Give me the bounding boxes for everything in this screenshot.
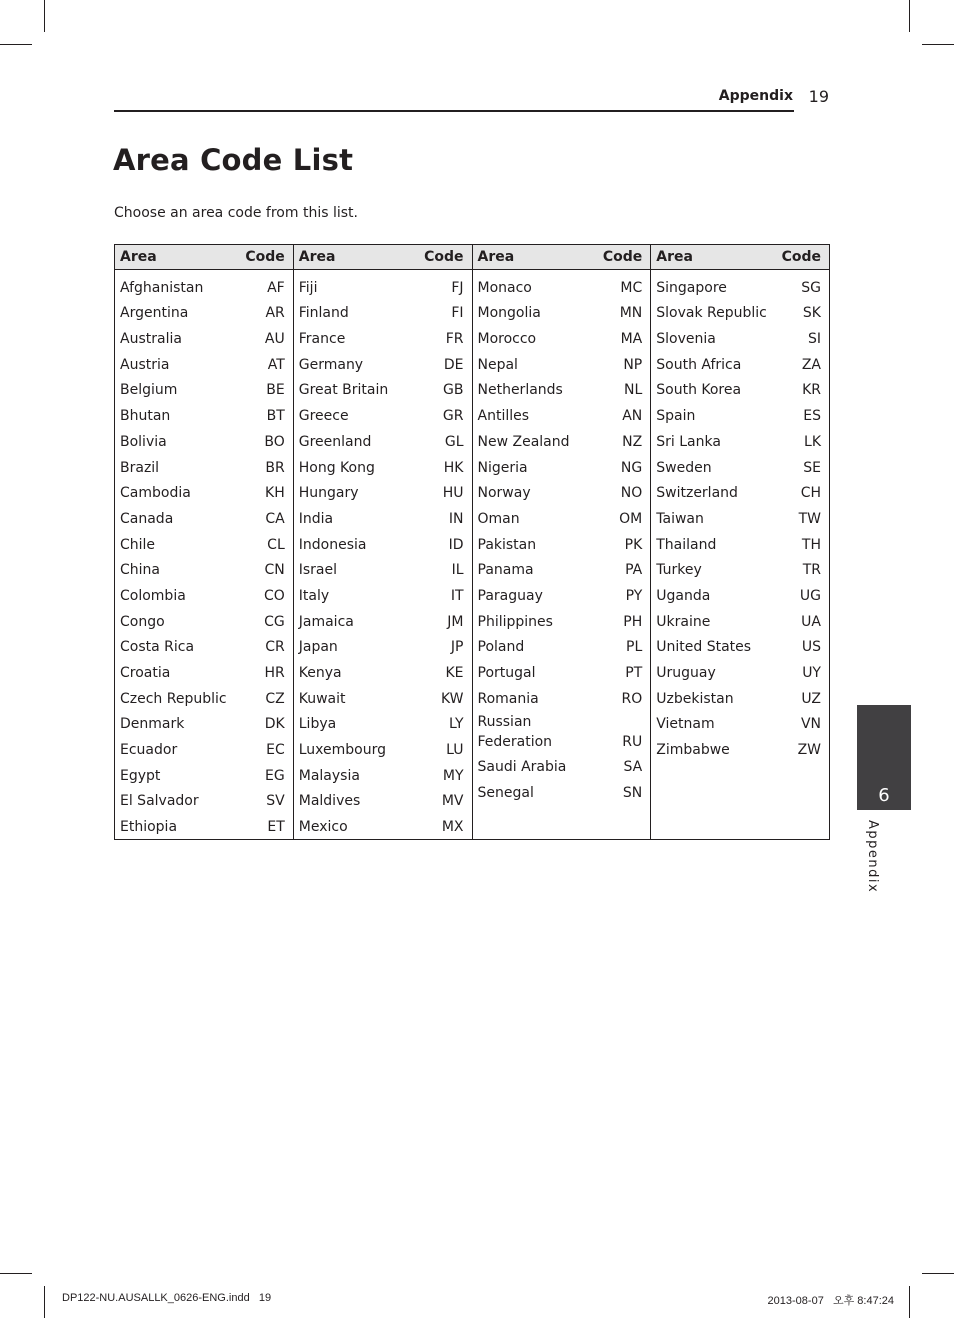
area-code: ZW — [797, 742, 821, 759]
table-row — [115, 272, 293, 298]
area-code: CL — [267, 536, 285, 553]
table-row — [115, 811, 293, 837]
area-code: MN — [619, 305, 643, 322]
column-header — [651, 245, 829, 270]
table-column — [472, 245, 651, 839]
table-row — [294, 375, 472, 401]
table-row — [294, 298, 472, 324]
crop-mark — [44, 0, 45, 32]
page-number: 19 — [808, 87, 829, 106]
area-name: Ukraine — [656, 613, 711, 630]
area-name: Romania — [477, 690, 539, 707]
area-code: SN — [622, 785, 643, 802]
table-row — [294, 734, 472, 760]
table-row — [651, 734, 829, 760]
area-name: Austria — [120, 356, 170, 373]
table-row — [473, 323, 651, 349]
area-name: South Africa — [656, 356, 742, 373]
table-row — [294, 426, 472, 452]
area-name: Italy — [298, 587, 330, 604]
area-code: JP — [450, 639, 464, 656]
slug-file-info: DP122-NU.AUSALLK_0626-ENG.indd 19 — [62, 1292, 272, 1304]
header-code: Code — [245, 249, 285, 265]
area-code: BT — [266, 408, 285, 425]
table-row — [473, 632, 651, 658]
area-code: CN — [264, 562, 285, 579]
table-row — [115, 657, 293, 683]
area-code: US — [801, 639, 821, 656]
area-code: JM — [447, 613, 464, 630]
table-row — [294, 478, 472, 504]
area-name: Russian Federation — [477, 713, 553, 750]
area-name: Costa Rica — [120, 639, 195, 656]
table-column — [115, 245, 293, 839]
area-name: Fiji — [298, 279, 318, 296]
area-name: Turkey — [656, 562, 702, 579]
table-row — [115, 760, 293, 786]
table-row — [473, 452, 651, 478]
area-code: EG — [265, 767, 285, 784]
table-row — [473, 555, 651, 581]
table-row — [651, 426, 829, 452]
area-name: Morocco — [477, 331, 537, 348]
area-name: Vietnam — [656, 716, 715, 733]
crop-mark — [0, 1273, 32, 1274]
area-code: SA — [623, 759, 643, 776]
table-row — [115, 734, 293, 760]
area-name: Slovak Republic — [656, 305, 767, 322]
area-code: AF — [267, 279, 285, 296]
area-name: Egypt — [120, 767, 161, 784]
area-name: Singapore — [656, 279, 727, 296]
table-row — [294, 503, 472, 529]
crop-mark — [922, 44, 954, 45]
area-code: OM — [619, 510, 643, 527]
table-row — [473, 400, 651, 426]
area-name: Bhutan — [120, 408, 171, 425]
header-rule — [114, 110, 794, 112]
area-name: Kenya — [298, 665, 342, 681]
area-code: FI — [451, 305, 464, 322]
area-name: Thailand — [656, 536, 717, 553]
area-name: Malaysia — [298, 767, 360, 784]
area-code: TR — [802, 562, 821, 579]
table-row — [115, 503, 293, 529]
area-code: FR — [445, 331, 464, 348]
area-code: LU — [446, 742, 464, 759]
area-code: MC — [620, 279, 643, 296]
area-code: CZ — [265, 690, 285, 707]
table-row — [115, 709, 293, 735]
area-name: India — [298, 510, 334, 527]
table-row — [115, 606, 293, 632]
table-row — [473, 529, 651, 555]
area-code: ZA — [801, 356, 821, 373]
intro-text: Choose an area code from this list. — [114, 205, 358, 221]
area-code: DE — [443, 356, 464, 373]
area-code: BO — [264, 433, 285, 450]
table-row — [651, 709, 829, 735]
area-code: NP — [623, 356, 643, 373]
table-row — [473, 426, 651, 452]
table-row — [651, 272, 829, 298]
table-row — [115, 529, 293, 555]
area-code: HK — [443, 459, 464, 476]
area-name: China — [120, 562, 160, 579]
area-code: NL — [623, 382, 643, 399]
area-code: BR — [265, 459, 285, 476]
crop-mark — [909, 1286, 910, 1318]
table-row — [294, 709, 472, 735]
table-row — [294, 657, 472, 683]
table-row — [473, 375, 651, 401]
area-name: Croatia — [120, 665, 171, 681]
slug-datetime: 2013-08-07 오후 8:47:24 — [767, 1295, 894, 1307]
header-area: Area — [298, 249, 336, 265]
area-name: Finland — [298, 305, 349, 322]
chapter-label-text: Appendix — [865, 820, 880, 894]
crop-mark — [909, 0, 910, 32]
area-code: PH — [623, 613, 643, 630]
area-code: NZ — [622, 433, 643, 450]
area-name: Norway — [477, 485, 531, 502]
header-code: Code — [602, 249, 643, 265]
table-row — [651, 606, 829, 632]
area-name: Panama — [477, 562, 534, 579]
area-code: TH — [801, 536, 821, 553]
area-name: Belgium — [120, 382, 178, 399]
area-code: ET — [267, 819, 285, 836]
crop-mark — [44, 1286, 45, 1318]
area-code: RO — [621, 690, 643, 707]
table-row — [115, 786, 293, 812]
table-row — [115, 683, 293, 709]
area-code: IT — [450, 587, 464, 604]
table-row — [115, 323, 293, 349]
area-code: PL — [626, 639, 643, 656]
table-row — [651, 452, 829, 478]
table-row — [115, 555, 293, 581]
area-code: NG — [620, 459, 643, 476]
area-code: SG — [801, 279, 821, 296]
area-code: UA — [801, 613, 821, 630]
table-row — [473, 752, 651, 778]
area-code: TW — [798, 510, 821, 527]
area-name: Denmark — [120, 716, 185, 733]
header-area: Area — [477, 249, 515, 265]
area-name: Saudi Arabia — [477, 759, 567, 776]
area-name: Uganda — [656, 587, 711, 604]
table-row — [473, 478, 651, 504]
area-name: Ethiopia — [120, 819, 178, 836]
area-name: Uruguay — [656, 665, 716, 681]
chapter-tab-label — [865, 820, 885, 910]
area-name: Netherlands — [477, 382, 563, 399]
area-code: AT — [267, 356, 285, 373]
table-row — [651, 683, 829, 709]
table-row — [651, 298, 829, 324]
table-row — [294, 555, 472, 581]
area-code: AN — [622, 408, 643, 425]
area-name: Israel — [298, 562, 338, 579]
area-name: Sri Lanka — [656, 433, 721, 450]
area-name: South Korea — [656, 382, 742, 399]
area-name: Monaco — [477, 279, 532, 296]
area-name: Czech Republic — [120, 690, 227, 707]
area-code: UZ — [801, 690, 821, 707]
header-code: Code — [424, 249, 464, 265]
crop-mark — [922, 1273, 954, 1274]
table-row — [294, 272, 472, 298]
area-code: GR — [442, 408, 464, 425]
area-code: KR — [802, 382, 821, 399]
area-code: NO — [620, 485, 643, 502]
area-name: United States — [656, 639, 752, 656]
area-code: GL — [444, 433, 464, 450]
area-name: Maldives — [298, 793, 361, 810]
table-row — [473, 777, 651, 803]
area-name: Argentina — [120, 305, 189, 322]
table-row — [115, 298, 293, 324]
area-code: CH — [800, 485, 821, 502]
table-row — [294, 323, 472, 349]
table-row — [651, 529, 829, 555]
area-code: CR — [265, 639, 285, 656]
table-row — [294, 632, 472, 658]
column-header — [294, 245, 472, 270]
table-row — [294, 452, 472, 478]
running-head — [114, 87, 829, 107]
table-row — [294, 349, 472, 375]
area-name: Portugal — [477, 665, 536, 681]
area-code: PT — [625, 665, 643, 681]
area-name: Taiwan — [656, 510, 704, 527]
area-name: Cambodia — [120, 485, 191, 502]
area-name: Mexico — [298, 819, 348, 836]
table-row — [115, 632, 293, 658]
area-name: Brazil — [120, 459, 160, 476]
header-area: Area — [656, 249, 693, 265]
table-row — [115, 349, 293, 375]
area-code: MV — [441, 793, 464, 810]
area-name: Great Britain — [298, 382, 389, 399]
table-row — [115, 375, 293, 401]
table-row — [294, 580, 472, 606]
area-name: Jamaica — [298, 613, 354, 630]
table-row — [473, 580, 651, 606]
area-name: France — [298, 331, 346, 348]
area-name: Hong Kong — [298, 459, 375, 476]
table-row — [473, 349, 651, 375]
area-name: Nepal — [477, 356, 518, 373]
running-head-section: Appendix — [718, 88, 793, 104]
table-row — [473, 683, 651, 709]
crop-mark — [0, 44, 32, 45]
area-name: Japan — [298, 639, 338, 656]
table-row — [294, 811, 472, 837]
table-row — [294, 786, 472, 812]
table-row — [651, 632, 829, 658]
area-name: Zimbabwe — [656, 742, 730, 759]
table-row — [651, 349, 829, 375]
table-row — [294, 606, 472, 632]
area-code: CO — [263, 587, 285, 604]
area-name: Libya — [298, 716, 337, 733]
table-row — [651, 503, 829, 529]
area-name: Luxembourg — [298, 742, 387, 759]
table-row — [115, 426, 293, 452]
table-row — [294, 760, 472, 786]
area-code: SK — [802, 305, 821, 322]
area-code: IL — [451, 562, 464, 579]
area-name: Oman — [477, 510, 520, 527]
table-row — [115, 478, 293, 504]
area-name: Colombia — [120, 587, 186, 604]
area-name: Mongolia — [477, 305, 541, 322]
chapter-number: 6 — [878, 785, 890, 806]
page-title: Area Code List — [113, 143, 354, 177]
area-code: KE — [445, 665, 464, 681]
table-row — [473, 272, 651, 298]
area-name: Antilles — [477, 408, 530, 425]
area-code: AU — [264, 331, 285, 348]
chapter-tab — [857, 705, 911, 810]
table-row — [651, 580, 829, 606]
table-row — [651, 323, 829, 349]
area-code: KH — [265, 485, 285, 502]
area-code: MX — [441, 819, 464, 836]
area-code: SE — [803, 459, 821, 476]
table-row — [473, 298, 651, 324]
area-name: Chile — [120, 536, 156, 553]
table-row — [115, 580, 293, 606]
column-header — [473, 245, 651, 270]
area-code: SI — [807, 331, 821, 348]
area-name: Afghanistan — [120, 279, 204, 296]
area-code: PA — [625, 562, 643, 579]
area-code: FJ — [451, 279, 464, 296]
table-row — [651, 375, 829, 401]
area-code: HR — [264, 665, 285, 681]
table-row — [115, 400, 293, 426]
area-code: KW — [440, 690, 464, 707]
area-name: Pakistan — [477, 536, 537, 553]
area-name: Sweden — [656, 459, 712, 476]
area-name: Senegal — [477, 785, 534, 802]
table-row — [115, 452, 293, 478]
area-name: Greece — [298, 408, 349, 425]
area-name: Ecuador — [120, 742, 178, 759]
table-row — [294, 683, 472, 709]
area-code: PK — [624, 536, 643, 553]
area-code: LK — [804, 433, 821, 450]
table-row — [294, 400, 472, 426]
area-name: Indonesia — [298, 536, 367, 553]
table-row — [651, 657, 829, 683]
area-code: PY — [625, 587, 643, 604]
area-name: Congo — [120, 613, 165, 630]
area-name: Germany — [298, 356, 364, 373]
table-row — [651, 555, 829, 581]
area-code: DK — [264, 716, 285, 733]
area-name: Slovenia — [656, 331, 716, 348]
table-row — [473, 606, 651, 632]
area-code: SV — [266, 793, 285, 810]
table-row — [473, 657, 651, 683]
area-code: CA — [265, 510, 285, 527]
area-name: Switzerland — [656, 485, 738, 502]
area-code: MA — [620, 331, 643, 348]
area-code: BE — [266, 382, 285, 399]
area-code: IN — [448, 510, 464, 527]
area-name: Bolivia — [120, 433, 167, 450]
header-code: Code — [781, 249, 821, 265]
area-name: New Zealand — [477, 433, 570, 450]
area-code: UY — [802, 665, 821, 681]
area-name: Kuwait — [298, 690, 346, 707]
area-name: Spain — [656, 408, 696, 425]
area-name: El Salvador — [120, 793, 199, 810]
area-code-table — [114, 244, 830, 840]
area-name: Paraguay — [477, 587, 543, 604]
area-name: Poland — [477, 639, 525, 656]
table-column — [650, 245, 829, 839]
area-code: GB — [443, 382, 464, 399]
area-code: CG — [264, 613, 285, 630]
area-code: ID — [448, 536, 464, 553]
area-code: EC — [266, 742, 285, 759]
area-name: Canada — [120, 510, 174, 527]
area-code: HU — [442, 485, 464, 502]
area-name: Nigeria — [477, 459, 528, 476]
table-row — [294, 529, 472, 555]
area-code: AR — [265, 305, 285, 322]
area-code: VN — [800, 716, 821, 733]
area-name: Australia — [120, 331, 182, 348]
column-header — [115, 245, 293, 270]
table-row — [651, 400, 829, 426]
area-code: LY — [449, 716, 464, 733]
table-row — [651, 478, 829, 504]
table-column — [293, 245, 472, 839]
area-code: UG — [799, 587, 821, 604]
area-code: ES — [803, 408, 821, 425]
area-code: MY — [442, 767, 464, 784]
header-area: Area — [120, 249, 157, 265]
table-row — [473, 503, 651, 529]
area-name: Greenland — [298, 433, 372, 450]
area-name: Uzbekistan — [656, 690, 734, 707]
table-row — [473, 709, 651, 752]
area-code: RU — [622, 733, 643, 750]
area-name: Philippines — [477, 613, 553, 630]
area-name: Hungary — [298, 485, 359, 502]
